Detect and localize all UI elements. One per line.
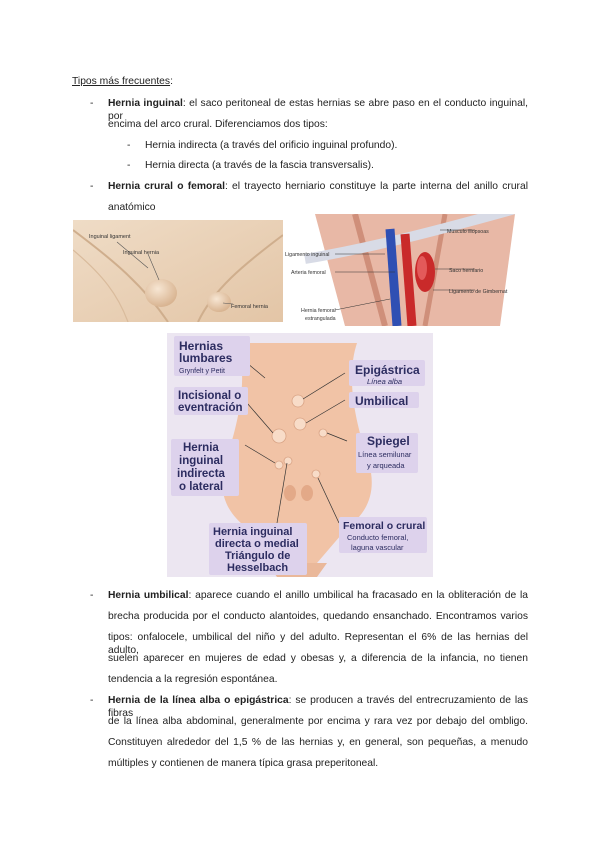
- umbilical-line2: brecha producida por el conducto alantoides, quedando ensanchado. Encontramos varios: [108, 611, 528, 622]
- label-laguna-vascular: laguna vascular: [351, 543, 404, 552]
- inguinal-sub2: Hernia directa (a través de la fascia transversalis).: [145, 160, 374, 171]
- label-dir-2: directa o medial: [215, 538, 299, 550]
- label-ind-4: o lateral: [179, 481, 224, 493]
- label-ind-1: Hernia: [183, 442, 219, 454]
- inguinal-line1: Hernia inguinal: el saco peritoneal de estas hernias se abre paso en el conducto inguinal, por: [108, 98, 528, 122]
- umbilical-line3: tipos: onfalocele, umbilical del niño y del adulto. Representan el 6% de las hernias del adulto,: [108, 632, 528, 656]
- bullet-dash: -: [90, 695, 94, 706]
- label-femoral-crural: Femoral o crural: [343, 520, 426, 532]
- label-estrangulada: estrangulada: [305, 316, 336, 322]
- umbilical-line4: suelen aparecer en mujeres de edad y obesas y, a diferencia de la infancia, no tienen: [108, 653, 528, 664]
- label-y-arqueada: y arqueada: [367, 461, 405, 470]
- umbilical-line5: tendencia a la regresión espontánea.: [108, 674, 278, 685]
- inguinal-sub1: Hernia indirecta (a través del orificio inguinal profundo).: [145, 140, 398, 151]
- label-eventracion: eventración: [178, 402, 243, 414]
- label-ligamento-inguinal: Ligamento inguinal: [285, 252, 330, 258]
- label-spiegel: Spiegel: [367, 434, 410, 448]
- label-ligamento-gimbernat: Ligamento de Gimbernat: [449, 289, 508, 295]
- crural-line1: Hernia crural o femoral: el trayecto herniario constituye la parte interna del anillo crural: [108, 181, 528, 192]
- label-incisional: Incisional o: [178, 390, 242, 402]
- label-linea-alba: Línea alba: [367, 377, 403, 386]
- alba-line3: Constituyen alrededor del 1,5 % de las hernias y, en general, son pequeñas, a menudo: [108, 737, 528, 748]
- label-hernia-femoral: Hernia femoral: [301, 308, 336, 314]
- label-conducto-femoral: Conducto femoral,: [347, 533, 409, 542]
- crural-line2: anatómico: [108, 202, 156, 213]
- label-linea-semilunar: Línea semilunar: [358, 450, 412, 459]
- alba-line2: de la línea alba abdominal, generalmente por encima y rara vez por debajo del ombligo.: [108, 716, 528, 727]
- label-hernias: Hernias: [179, 339, 224, 353]
- femoral-anatomy-figure: [285, 214, 530, 326]
- umbilical-line1: Hernia umbilical: aparece cuando el anillo umbilical ha fracasado en la obliteración de la: [108, 590, 528, 601]
- label-saco-herniario: Saco herniario: [449, 268, 484, 274]
- label-inguinal-ligament: Inguinal ligament: [89, 234, 131, 240]
- label-ind-2: inguinal: [179, 455, 224, 467]
- inguinal-anatomy-figure: [73, 220, 283, 322]
- label-lumbares: lumbares: [179, 351, 233, 365]
- label-femoral-hernia: Femoral hernia: [231, 304, 268, 310]
- label-epigastrica: Epigástrica: [355, 363, 420, 377]
- inguinal-line2: encima del arco crural. Diferenciamos dos tipos:: [108, 119, 328, 130]
- label-dir-4: Hesselbach: [227, 562, 289, 574]
- bullet-dash: -: [90, 181, 94, 192]
- alba-line1: Hernia de la línea alba o epigástrica: se producen a través del entrecruzamiento de las fibras: [108, 695, 528, 719]
- label-dir-3: Triángulo de: [225, 550, 291, 562]
- hernia-types-figure: [167, 333, 433, 577]
- label-umbilical: Umbilical: [355, 394, 409, 408]
- bullet-dash: -: [90, 590, 94, 601]
- sub-dash: -: [127, 140, 131, 151]
- label-ind-3: indirecta: [177, 468, 225, 480]
- label-inguinal-hernia: Inguinal hernia: [123, 250, 160, 256]
- label-grynfelt-petit: Grynfelt y Petit: [179, 368, 225, 375]
- bullet-dash: -: [90, 98, 94, 109]
- label-dir-1: Hernia inguinal: [213, 526, 293, 538]
- alba-line4: múltiples y contienen de manera típica grasa preperitoneal.: [108, 758, 379, 769]
- sub-dash: -: [127, 160, 131, 171]
- label-musculo-iliopsoas: Musculo iliopsoas: [447, 229, 489, 235]
- section-heading: Tipos más frecuentes:: [72, 76, 173, 87]
- label-arteria-femoral: Arteria femoral: [291, 270, 326, 276]
